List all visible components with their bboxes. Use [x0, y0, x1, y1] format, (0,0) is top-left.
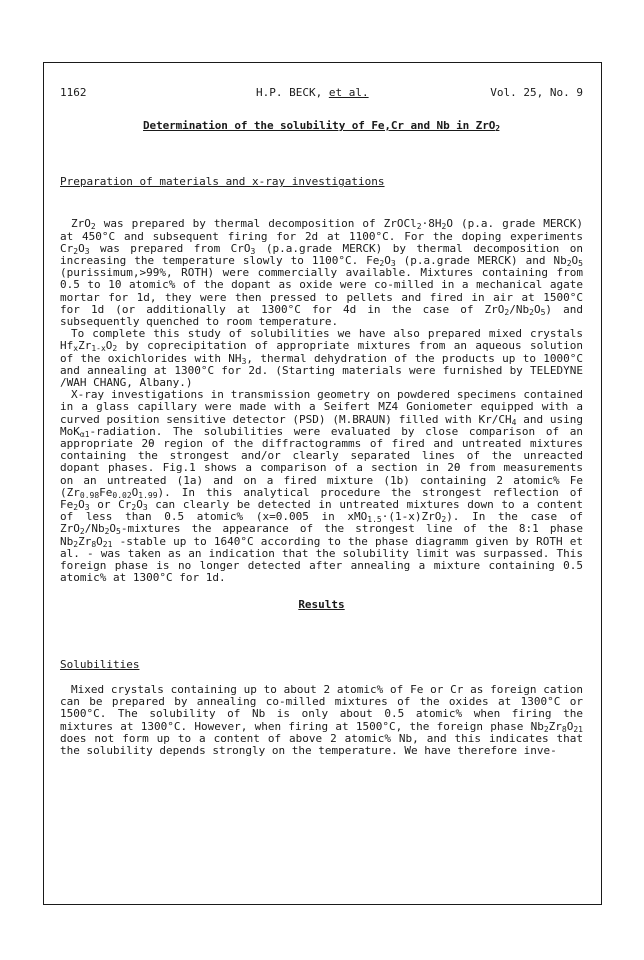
journal-page [43, 62, 602, 905]
paragraph-mixed-crystals [60, 328, 583, 389]
text-run: ·8H [421, 217, 442, 231]
text-run: Zr [78, 534, 92, 548]
section-heading-preparation: Preparation of materials and x-ray investigations [60, 175, 385, 189]
text-run: was prepared by thermal decomposition of ZrOCl [95, 217, 417, 231]
subscript: 3 [84, 503, 90, 513]
subscript: 0.98 [79, 490, 100, 500]
subscript: 3 [241, 356, 247, 366]
subscript: 8 [91, 539, 97, 549]
paragraph-solubilities [60, 684, 583, 757]
text-run: was prepared from CrO [89, 241, 251, 255]
subscript: 3 [390, 259, 396, 269]
text-run: /Nb [84, 522, 105, 536]
subscript: 21 [573, 724, 583, 734]
text-run: ) and subsequently quenched to room temperature. [60, 302, 583, 329]
paragraph-preparation [60, 218, 583, 328]
subscript: 2 [73, 539, 79, 549]
text-run: X-ray investigations in transmission geometry on powdered specimens contained in a glass capillary were made with a Seifert MZ4 Goniometer equipped with a curved position sensitive detector (PSD) (M.BRAUN) filled with Kr/CH [60, 388, 583, 426]
subscript: 2 [73, 503, 79, 513]
subscript: 2 [379, 259, 385, 269]
text-run: -mixtures the appearance of the strongest line of the 8:1 phase Nb [60, 522, 583, 548]
text-run: , thermal dehydration of the products up to 1000°C and annealing at 1300°C for 2d. (Starting materials were furnished by TELEDYNE /WAH CHANG, Albany.) [60, 351, 583, 390]
subscript: 2 [90, 222, 96, 232]
page-number: 1162 [60, 86, 87, 99]
subscript: α1 [79, 429, 90, 439]
subscript: 4 [511, 417, 517, 427]
subscript: 2 [73, 246, 79, 256]
subscript: 5 [578, 259, 583, 269]
subscript: 2 [504, 307, 510, 317]
text-run: Fe [99, 485, 113, 499]
volume-issue: Vol. 25, No. 9 [490, 86, 583, 99]
running-header [60, 87, 583, 101]
subscript: 3 [250, 246, 256, 256]
text-run: Zr [548, 719, 562, 733]
text-run: O [566, 719, 574, 733]
subscript: 2 [529, 307, 534, 317]
article-title [60, 120, 583, 132]
subscript: 3 [142, 503, 148, 513]
subscript: 2 [112, 344, 118, 354]
paragraph-xray [60, 389, 583, 584]
subscript: 0.02 [112, 490, 132, 500]
subscript: 2 [104, 527, 110, 537]
subscript: 1-x [91, 344, 106, 354]
et-al-text: et al. [328, 86, 369, 99]
text-run: can clearly be detected in untreated mixtures down to a content of less than 0.5 atomic% (x=0.005 in xMO [60, 498, 583, 524]
authors-text: H.P. BECK, [256, 86, 329, 99]
subscript: 21 [102, 539, 113, 549]
text-run: does not form up to a content of above 2 atomic% Nb, and this indicates that the solubility depends strongly on the temperature. We have therefore inve- [60, 731, 583, 757]
text-run: Zr [78, 339, 92, 353]
subscript: 5 [116, 527, 121, 537]
subscript: 2 [416, 222, 422, 232]
text-run: O [533, 302, 541, 316]
subscript: 2 [131, 503, 137, 513]
subscript: 2 [441, 222, 447, 232]
text-run: /Nb [509, 302, 530, 316]
subscript: 5 [540, 307, 546, 317]
page-content [60, 77, 583, 757]
text-run: O [96, 534, 103, 548]
text-run: by coprecipitation of appropriate mixtures from an aqueous solution of the oxichlorides with NH [60, 339, 583, 365]
text-run: ZrO [71, 217, 91, 231]
text-run: O (p.a. grade MERCK) at 450°C and subsequent firing for 2d at 1100°C. For the doping experiments Cr [60, 217, 583, 255]
subscript: 1.99 [138, 490, 158, 500]
text-run: (purissimum,>99%, ROTH) were commercially available. Mixtures containing from 0.5 to 10 atomic% of the dopant as oxide were co-milled in a mechanical agate mortar for 1d, they were then pressed to pellets and fired in air at 1500°C for 1d (or additionally at 1300°C for 4d in the case of ZrO [60, 266, 583, 316]
section-heading-solubilities: Solubilities [60, 657, 140, 671]
text-run: Mixed crystals containing up to about 2 atomic% of Fe or Cr as foreign cation can be prepared by annealing co-milled mixtures of the oxides at 1300°C or 1500°C. The solubility of Nb is only about 0.5 atomic% when firing the mixtures at 1300°C. However, when firing at 1500°C, the foreign phase Nb [60, 682, 583, 733]
text-run: ). In the case of ZrO [60, 510, 583, 536]
text-run: (p.a.grade MERCK) by thermal decomposition on increasing the temperature slowly to 1100°C. Fe [60, 241, 583, 268]
text-run: O [105, 339, 113, 353]
subscript: 3 [84, 246, 90, 256]
text-run: O [384, 254, 391, 268]
subscript: 2 [566, 259, 572, 269]
text-run: O [571, 254, 579, 268]
subscript: 2 [79, 527, 85, 537]
results-heading: Results [298, 597, 345, 611]
text-run: O [78, 241, 85, 255]
title-subscript: 2 [495, 124, 500, 133]
subscript: 1.5 [367, 515, 382, 525]
text-run: ). In this analytical procedure the strongest reflection of Fe [60, 485, 583, 512]
text-run: (p.a.grade MERCK) and Nb [395, 254, 567, 268]
text-run: O [136, 498, 143, 512]
text-run: or Cr [89, 498, 132, 512]
text-run: -radiation. The solubilities were evaluated by close comparison of an appropriate 2θ region of the diffractogramms of fired and untreated mixtures containing the strongest and/or clearly separated lines of the unreacted dopant phases. Fig.1 shows a comparison of a section in 2θ from measurements on an untreated (1a) and on a fired mixture (1b) containing 2 atomic% Fe (Zr [60, 424, 583, 499]
title-text: Determination of the solubility of Fe,Cr and Nb in ZrO [143, 119, 496, 132]
running-authors [256, 87, 369, 99]
subscript: 2 [441, 515, 447, 525]
subscript: x [73, 344, 79, 354]
subscript: 8 [561, 724, 567, 734]
subscript: 2 [543, 724, 549, 734]
text-run: O [78, 498, 85, 512]
text-run: -stable up to 1640°C according to the phase diagramm given by ROTH et al. - was taken as an indication that the solubility limit was surpassed. This foreign phase is no longer detected after annealing a mixture containing 0.5 atomic% at 1300°C for 1d. [60, 534, 583, 585]
text-run: ·(1-x)ZrO [381, 510, 442, 524]
text-run: To complete this study of solubilities we have also prepared mixed crystals Hf [60, 327, 583, 353]
text-run: and using MoK [60, 412, 583, 438]
text-run: O [109, 522, 117, 536]
text-run: O [131, 485, 139, 499]
